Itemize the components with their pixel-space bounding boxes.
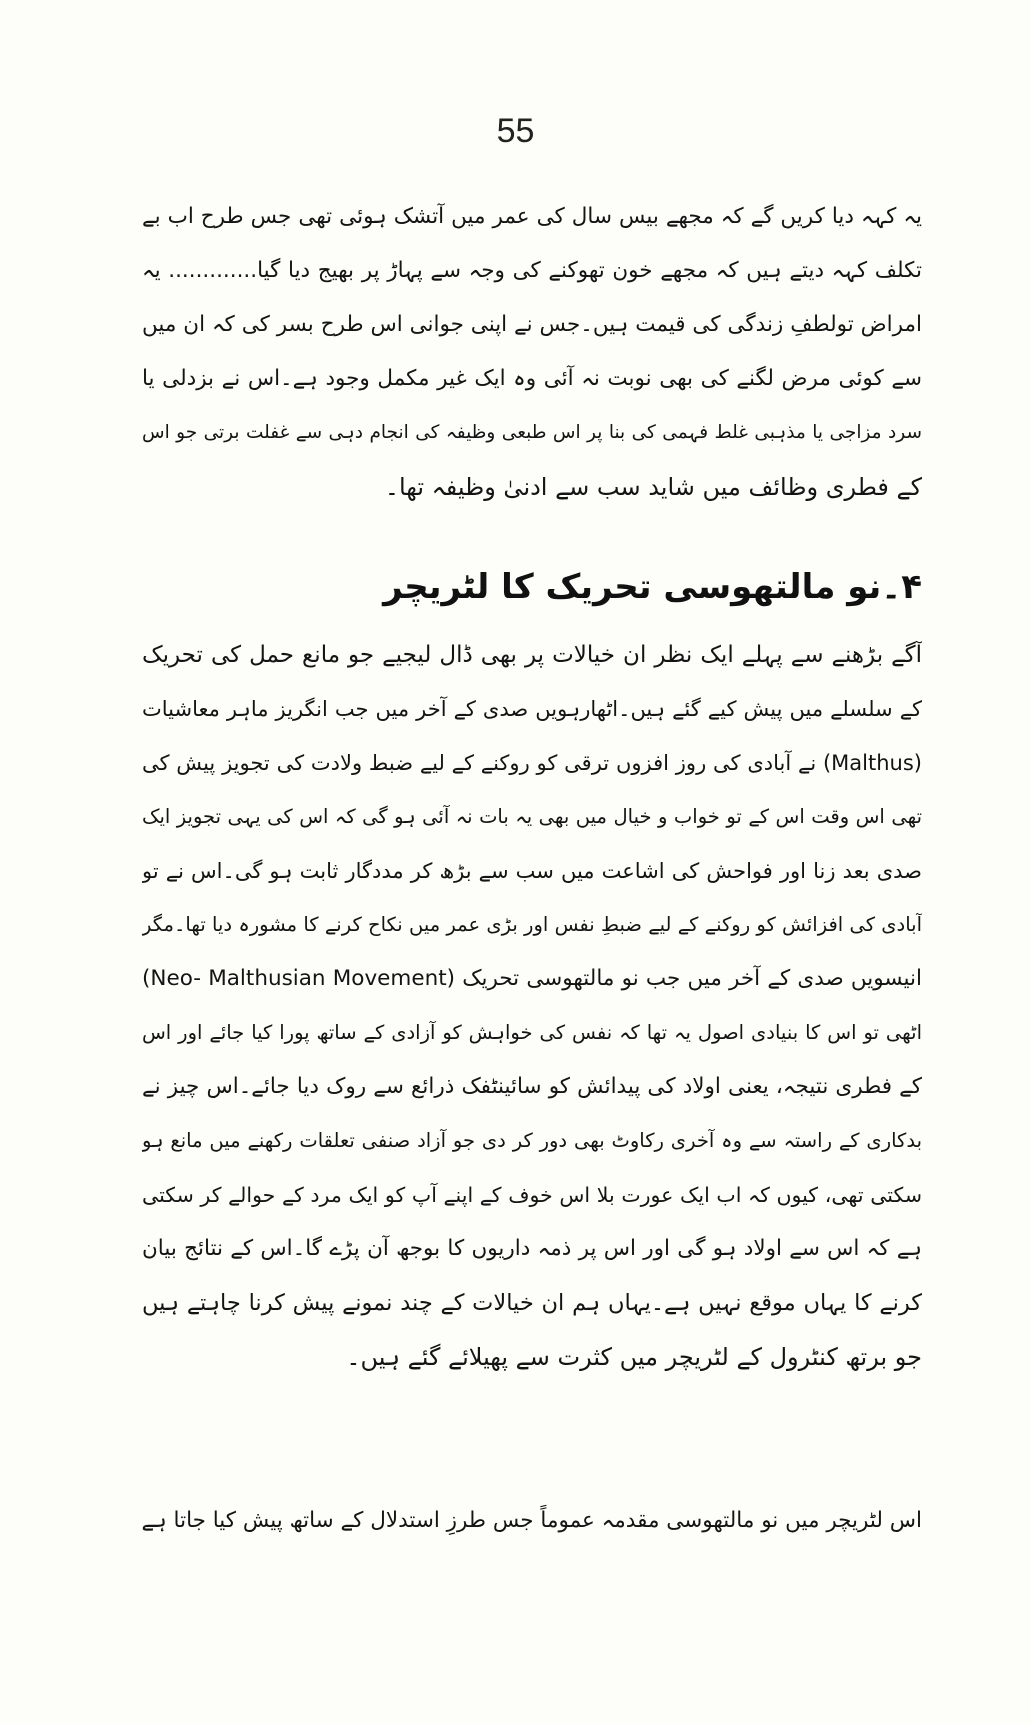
text-line: تکلف کہہ دیتے ہیں کہ مجھے خون تھوکنے کی وجہ سے پہاڑ پر بھیج دیا گیا............. یہ [142, 258, 922, 283]
paragraph-2 [142, 628, 922, 1384]
text-line: امراض تولطفِ زندگی کی قیمت ہیں۔جس نے اپنی جوانی اس طرح بسر کی کہ ان میں [142, 312, 922, 337]
text-line: کے فطری وظائف میں شاید سب سے ادنیٰ وظیفہ تھا۔ [384, 473, 922, 501]
text-line: اس لٹریچر میں نو مالتھوسی مقدمہ عموماً جس طرزِ استدلال کے ساتھ پیش کیا جاتا ہے [142, 1508, 922, 1533]
text-line: یہ کہہ دیا کریں گے کہ مجھے بیس سال کی عمر میں آتشک ہوئی تھی جس طرح اب بے [142, 204, 922, 229]
text-line: ہے کہ اس سے اولاد ہو گی اور اس پر ذمہ داریوں کا بوجھ آن پڑے گا۔اس کے نتائج بیان [142, 1236, 922, 1261]
text-line: آگے بڑھنے سے پہلے ایک نظر ان خیالات پر بھی ڈال لیجیے جو مانع حمل کی تحریک [142, 642, 922, 668]
text-line: جو برتھ کنٹرول کے لٹریچر میں کثرت سے پھیلائے گئے ہیں۔ [346, 1343, 922, 1371]
text-line: تھی اس وقت اس کے تو خواب و خیال میں بھی یہ بات نہ آئی ہو گی کہ اس کی یہی تجویز ایک [142, 805, 922, 828]
text-line: آبادی کی افزائش کو روکنے کے لیے ضبطِ نفس اور بڑی عمر میں نکاح کرنے کا مشورہ دیا تھا۔مگر [142, 913, 922, 936]
text-line: انیسویں صدی کے آخر میں جب نو مالتھوسی تحریک (Neo- Malthusian Movement) [142, 966, 922, 991]
page-number: 55 [496, 112, 535, 150]
text-line: بدکاری کے راستہ سے وہ آخری رکاوٹ بھی دور کر دی جو آزاد صنفی تعلقات رکھنے میں مانع ہو [142, 1129, 922, 1152]
text-line: کے سلسلے میں پیش کیے گئے ہیں۔اٹھارہویں صدی کے آخر میں جب انگریز ماہر معاشیات [142, 697, 922, 721]
text-line: کرنے کا یہاں موقع نہیں ہے۔یہاں ہم ان خیالات کے چند نمونے پیش کرنا چاہتے ہیں [142, 1290, 922, 1316]
text-line: صدی بعد زنا اور فواحش کی اشاعت میں سب سے بڑھ کر مددگار ثابت ہو گی۔اس نے تو [142, 859, 922, 883]
text-line: کے فطری نتیجہ، یعنی اولاد کی پیدائش کو سائینٹفک ذرائع سے روک دیا جائے۔اس چیز نے [142, 1074, 922, 1099]
text-line: سکتی تھی، کیوں کہ اب ایک عورت بلا اس خوف کے اپنے آپ کو ایک مرد کے حوالے کر سکتی [142, 1183, 922, 1207]
section-heading: ۴۔نو مالتھوسی تحریک کا لٹریچر [383, 567, 922, 607]
text-line: اٹھی تو اس کا بنیادی اصول یہ تھا کہ نفس کی خواہش کو آزادی کے ساتھ پورا کیا جائے اور اس [142, 1021, 922, 1044]
paragraph-1 [142, 190, 922, 514]
paragraph-3 [142, 1494, 922, 1548]
text-line: سرد مزاجی یا مذہبی غلط فہمی کی بنا پر اس طبعی وظیفہ کی انجام دہی سے غفلت برتی جو اس [142, 422, 922, 443]
text-line: سے کوئی مرض لگنے کی بھی نوبت نہ آئی وہ ایک غیر مکمل وجود ہے۔اس نے بزدلی یا [142, 366, 922, 391]
text-line: (Malthus) نے آبادی کی روز افزوں ترقی کو روکنے کے لیے ضبط ولادت کی تجویز پیش کی [142, 751, 922, 775]
